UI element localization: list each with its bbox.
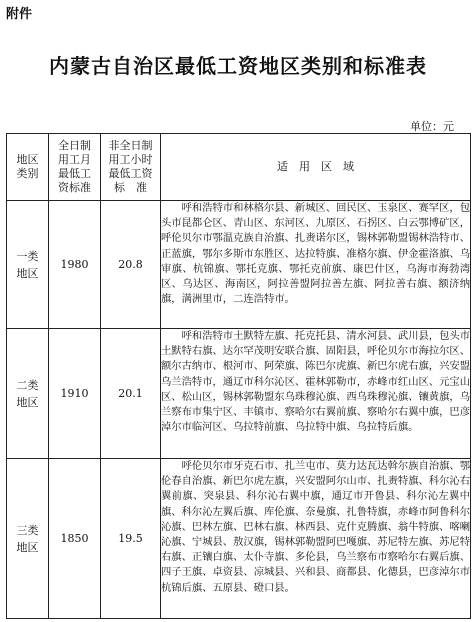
monthly-wage-cell: 1910 bbox=[49, 329, 101, 459]
header-line: 地区 bbox=[16, 153, 39, 166]
header-monthly-wage bbox=[49, 134, 101, 201]
header-line: 类别 bbox=[16, 167, 39, 180]
applicable-area-cell: 呼伦贝尔市牙克石市、扎兰屯市、莫力达瓦达斡尔族自治旗、鄂伦春自治旗、新巴尔虎左旗，兴安盟阿尔山市、扎赉特旗、科尔沁右翼前旗、突泉县、科尔沁右翼中旗，通辽市开鲁县、科尔沁左翼中旗、科尔沁左翼后旗、库伦旗、奈曼旗、扎鲁特旗，赤峰市阿鲁科尔沁旗、巴林左旗、巴林右旗、林西县、克什克腾旗、翁牛特旗、喀喇沁旗、宁城县、敖汉旗，锡林郭勒盟阿巴嘎旗、苏尼特左旗、苏尼特右旗、正镶白旗、太仆寺旗、多伦县，乌兰察布市察哈尔右翼后旗、四子王旗、卓资县、凉城县、兴和县、商都县、化德县，巴彦淖尔市杭锦后旗、五原县、磴口县。 bbox=[161, 459, 471, 619]
header-row bbox=[7, 134, 471, 201]
category-line: 二类 bbox=[16, 378, 39, 392]
header-line: 资标准 bbox=[58, 181, 91, 194]
monthly-wage-cell: 1850 bbox=[49, 459, 101, 619]
region-category-cell bbox=[7, 329, 49, 459]
table-row bbox=[7, 201, 471, 329]
monthly-wage-cell: 1980 bbox=[49, 201, 101, 329]
category-line: 一类 bbox=[16, 249, 39, 263]
category-line: 三类 bbox=[16, 523, 39, 537]
header-applicable-area: 适 用 区 域 bbox=[161, 134, 471, 201]
header-hourly-wage bbox=[101, 134, 161, 201]
header-line: 非全日制 bbox=[108, 139, 153, 152]
hourly-wage-cell: 19.5 bbox=[101, 459, 161, 619]
category-line: 地区 bbox=[16, 266, 39, 280]
applicable-area-cell: 呼和浩特市土默特左旗、托克托县、清水河县、武川县，包头市土默特右旗、达尔罕茂明安联合旗、固阳县，呼伦贝尔市海拉尔区、额尔古纳市、根河市、阿荣旗、陈巴尔虎旗、新巴尔虎右旗，兴安盟乌兰浩特市，通辽市科尔沁区、霍林郭勒市，赤峰市红山区、元宝山区、松山区，锡林郭勒盟东乌珠穆沁旗、西乌珠穆沁旗、镶黄旗，乌兰察布市集宁区、丰镇市、察哈尔右翼前旗、察哈尔右翼中旗，巴彦淖尔市临河区、乌拉特前旗、乌拉特中旗、乌拉特后旗。 bbox=[161, 329, 471, 459]
hourly-wage-cell: 20.1 bbox=[101, 329, 161, 459]
header-region-category bbox=[7, 134, 49, 201]
applicable-area-cell: 呼和浩特市和林格尔县、新城区、回民区、玉泉区、赛罕区，包头市昆都仑区、青山区、东河区、九原区、石拐区、白云鄂博矿区，呼伦贝尔市鄂温克族自治旗、扎赉诺尔区，锡林郭勒盟锡林浩特市、正蓝旗，鄂尔多斯市东胜区、达拉特旗、准格尔旗、伊金霍洛旗、乌审旗、杭锦旗、鄂托克旗、鄂托克前旗、康巴什区，乌海市海勃湾区、乌达区、海南区，阿拉善盟阿拉善左旗、阿拉善右旗、额济纳旗，满洲里市，二连浩特市。 bbox=[161, 201, 471, 329]
document-title: 内蒙古自治区最低工资地区类别和标准表 bbox=[49, 54, 427, 78]
header-line: 全日制 bbox=[58, 139, 91, 152]
header-line: 用工月 bbox=[58, 153, 91, 166]
region-category-cell bbox=[7, 459, 49, 619]
table-row bbox=[7, 459, 471, 619]
category-line: 地区 bbox=[16, 540, 39, 554]
table-row bbox=[7, 329, 471, 459]
header-line: 最低工资 bbox=[108, 167, 153, 180]
header-line: 标 准 bbox=[114, 181, 147, 194]
header-line: 最低工 bbox=[58, 167, 91, 180]
wage-standard-table bbox=[6, 133, 471, 619]
attachment-label: 附件 bbox=[6, 7, 33, 22]
header-line: 用工小时 bbox=[108, 153, 153, 166]
region-category-cell bbox=[7, 201, 49, 329]
unit-label: 单位：元 bbox=[410, 120, 454, 133]
hourly-wage-cell: 20.8 bbox=[101, 201, 161, 329]
category-line: 地区 bbox=[16, 395, 39, 409]
